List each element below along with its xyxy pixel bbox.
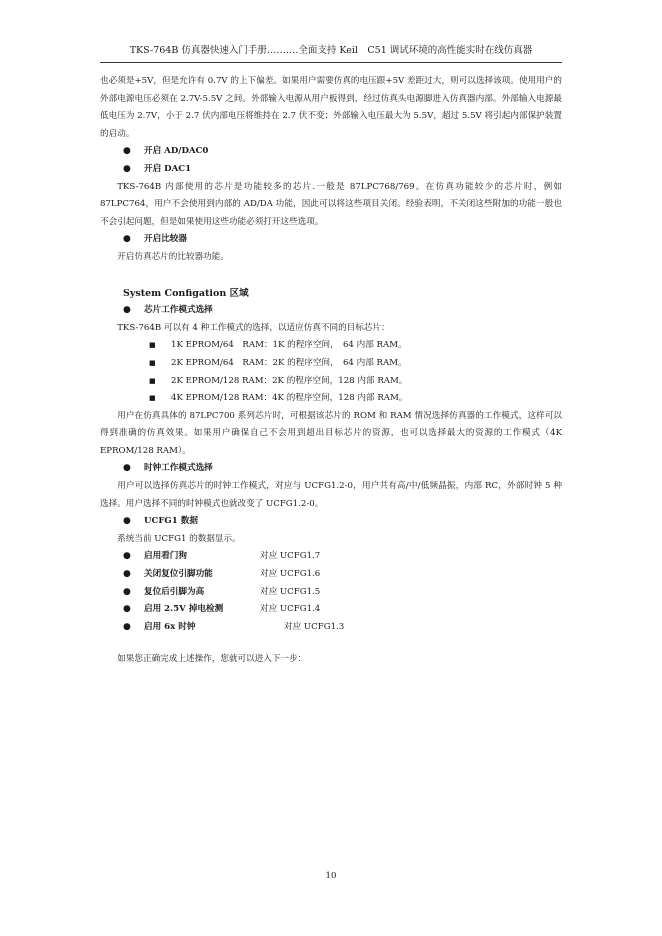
comparator-paragraph: 开启仿真芯片的比较器功能。 (117, 251, 229, 262)
bullet-ucfg1 (100, 513, 562, 531)
bullet-dot-icon: ● (123, 586, 131, 597)
square-bullet-icon: ■ (149, 376, 156, 385)
bullet-dot-icon: ● (123, 146, 131, 157)
header-rule (100, 62, 562, 63)
document-body (100, 73, 562, 669)
bullet-dot-icon: ● (123, 305, 131, 316)
page-number: 10 (325, 871, 337, 881)
bullet-dot-icon: ● (123, 569, 131, 580)
bullet-label: 开启 AD/DAC0 (144, 146, 209, 157)
power-paragraph: 也必须是+5V，但是允许有 0.7V 的上下偏差。如果用户需要仿真的电压跟+5V 差距过大，则可以选择该项。使用用户的外部电源电压必须在 2.7V-5.5V 之间。外部输入电源从用户板得到，经过仿真头电源脚进入仿真器内部。外部输入电源最低电压为 2.7V，小于 2.7 伏内部电压将维持在 2.7 伏不变；外部输入电压最大为 5.5V，超过 5.5V 将引起内部保护装置的启动。 (100, 76, 562, 139)
bullet-label: 开启 DAC1 (144, 163, 192, 174)
bullet-label: 开启比较器 (144, 234, 187, 245)
bullet-dot-icon: ● (123, 516, 131, 527)
bullet-clock-mode (100, 460, 562, 478)
mode-item: ■ 4K EPROM/128 RAM：4K 的程序空间，128 内部 RAM。 (100, 390, 562, 408)
dac-paragraph: TKS-764B 内部使用的芯片是功能较多的芯片.一般是 87LPC768/769。在仿真功能较少的芯片时，例如 87LPC764，用户不会使用到内部的 AD/DA 功能，因此可以将这些项目关闭。经验表明，不关闭这些附加的功能一般也不会引起问题，但是如果使用这些功能必须打开这些选项。 (100, 181, 562, 227)
chip-mode-paragraph: TKS-764B 可以有 4 种工作模式的选择，以适应仿真不同的目标芯片： (117, 322, 390, 333)
bullet-dot-icon: ● (123, 551, 131, 562)
page-header: TKS-764B 仿真器快速入门手册……….全面支持 Keil C51 调试环境的高性能实时在线仿真器 (129, 45, 533, 56)
square-bullet-icon: ■ (149, 341, 156, 350)
mode-item: ■ 2K EPROM/64 RAM：2K 的程序空间， 64 内部 RAM。 (100, 355, 562, 373)
ucfg-item: ● 复位后引脚为高 对应 UCFG1.5 (100, 584, 562, 602)
bullet-ad-dac0 (100, 143, 562, 161)
bullet-dot-icon: ● (123, 463, 131, 474)
ucfg1-paragraph: 系统当前 UCFG1 的数据显示。 (117, 533, 241, 544)
ucfg-item: ● 启用 6x 时钟 对应 UCFG1.3 (100, 619, 562, 637)
bullet-dac1 (100, 161, 562, 179)
ucfg-item: ● 关闭复位引脚功能 对应 UCFG1.6 (100, 566, 562, 584)
bullet-label: 芯片工作模式选择 (144, 305, 213, 316)
closing-paragraph: 如果您正确完成上述操作，您就可以进入下一步： (117, 654, 307, 665)
ucfg-item: ● 启用看门狗 对应 UCFG1.7 (100, 548, 562, 566)
square-bullet-icon: ■ (149, 358, 156, 367)
section-title: System Configation 区域 (123, 287, 249, 299)
bullet-comparator (100, 231, 562, 249)
bullet-dot-icon: ● (123, 163, 131, 174)
spacer (100, 636, 562, 651)
bullet-dot-icon: ● (123, 234, 131, 245)
mode-item: ■ 2K EPROM/128 RAM：2K 的程序空间，128 内部 RAM。 (100, 373, 562, 391)
ucfg-item: ● 启用 2.5V 掉电检测 对应 UCFG1.4 (100, 601, 562, 619)
square-bullet-icon: ■ (149, 394, 156, 403)
bullet-chip-mode (100, 302, 562, 320)
mode-item: ■ 1K EPROM/64 RAM：1K 的程序空间， 64 内部 RAM。 (100, 337, 562, 355)
clock-paragraph: 用户可以选择仿真芯片的时钟工作模式，对应与 UCFG1.2-0，用户共有高/中/低频晶振，内部 RC，外部时钟 5 种选择。用户选择不同的时钟模式也就改变了 UCFG1.2-0。 (100, 481, 562, 509)
bullet-dot-icon: ● (123, 604, 131, 615)
chip-mode-note: 用户在仿真具体的 87LPC700 系列芯片时，可根据该芯片的 ROM 和 RAM 情况选择仿真器的工作模式，这样可以得到准确的仿真效果。如果用户确保自己不会用到超出目标芯片的资源，也可以选择最大的资源的工作模式（4K EPROM/128 RAM）。 (100, 410, 562, 456)
bullet-label: UCFG1 数据 (144, 516, 198, 527)
bullet-label: 时钟工作模式选择 (144, 463, 213, 474)
bullet-dot-icon: ● (123, 621, 131, 632)
